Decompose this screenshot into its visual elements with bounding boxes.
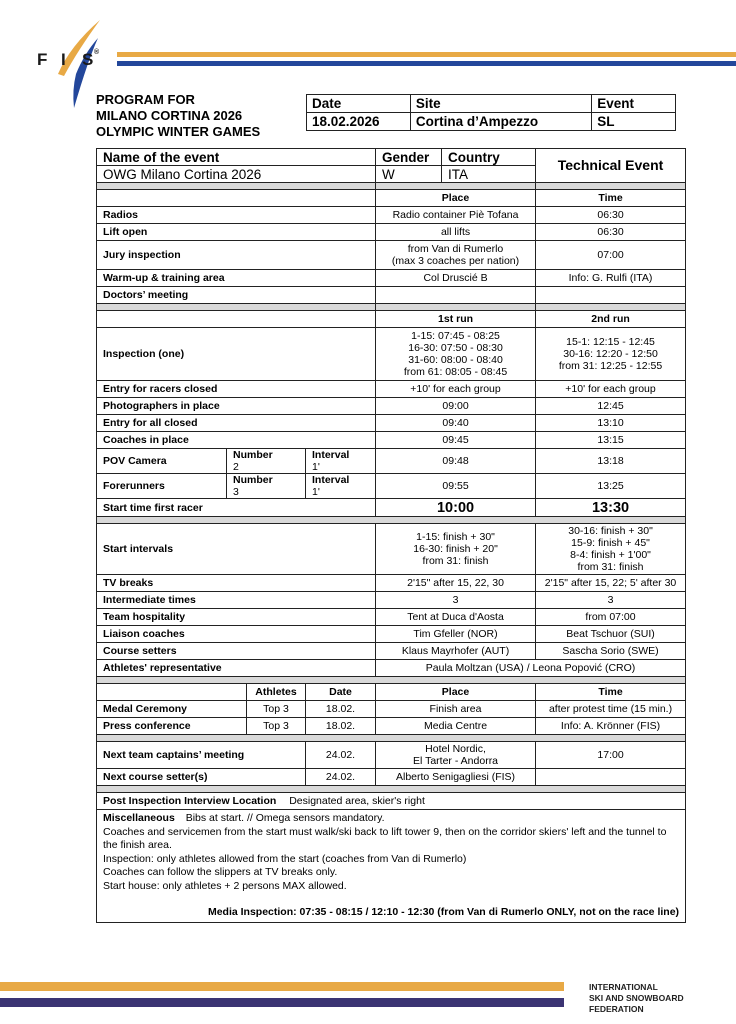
page-title xyxy=(96,92,260,140)
row-label: Athletes' representative xyxy=(97,660,376,677)
inspection-line: from 61: 08:05 - 08:45 xyxy=(403,366,508,378)
title-line-1: PROGRAM FOR xyxy=(96,92,195,107)
row-place xyxy=(376,742,536,769)
post-inspection-label: Post Inspection Interview Location xyxy=(103,795,277,807)
interval-value: 1' xyxy=(312,461,320,473)
pov-interval xyxy=(306,449,376,474)
row-time: Info: A. Krönner (FIS) xyxy=(536,718,686,735)
athletes-header: Athletes xyxy=(247,684,306,701)
row-label: Team hospitality xyxy=(97,609,376,626)
row-label: Next team captains’ meeting xyxy=(97,742,306,769)
media-inspection-note: Media Inspection: 07:35 - 08:15 / 12:10 - 12:30 (from Van di Rumerlo ONLY, not on the race line) xyxy=(207,906,680,918)
row-place: all lifts xyxy=(376,224,536,241)
row-run1: 2'15" after 15, 22, 30 xyxy=(376,575,536,592)
row-run1: Tent at Duca d'Aosta xyxy=(376,609,536,626)
row-place xyxy=(376,241,536,270)
summary-date-header: Date xyxy=(307,95,411,113)
row-label: Press conference xyxy=(97,718,247,735)
summary-table xyxy=(306,94,676,131)
table-row xyxy=(97,381,686,398)
table-row xyxy=(97,224,686,241)
row-run2: 13:18 xyxy=(536,449,686,474)
summary-event-value: SL xyxy=(592,113,676,131)
time-header: Time xyxy=(536,684,686,701)
separator xyxy=(97,183,686,190)
inspection-line: 1-15: 07:45 - 08:25 xyxy=(411,330,500,342)
row-label: POV Camera xyxy=(97,449,227,474)
misc-line: Coaches can follow the slippers at TV breaks only. xyxy=(103,866,338,878)
table-row xyxy=(97,432,686,449)
summary-date-value: 18.02.2026 xyxy=(307,113,411,131)
row-label: Forerunners xyxy=(97,474,227,499)
row-label: Photographers in place xyxy=(97,398,376,415)
pov-number xyxy=(227,449,306,474)
row-run2: from 07:00 xyxy=(536,609,686,626)
row-label: Entry for all closed xyxy=(97,415,376,432)
start-time-run1: 10:00 xyxy=(376,499,536,517)
table-row xyxy=(97,701,686,718)
intervals-run2 xyxy=(536,524,686,575)
title-line-2: MILANO CORTINA 2026 xyxy=(96,108,243,123)
row-run1: 09:45 xyxy=(376,432,536,449)
table-row xyxy=(97,575,686,592)
table-row xyxy=(97,626,686,643)
technical-event-label: Technical Event xyxy=(536,149,686,183)
summary-event-header: Event xyxy=(592,95,676,113)
federation-line: FEDERATION xyxy=(589,1004,644,1014)
row-run2: Beat Tschuor (SUI) xyxy=(536,626,686,643)
place-header: Place xyxy=(376,684,536,701)
row-time: after protest time (15 min.) xyxy=(536,701,686,718)
row-label: Inspection (one) xyxy=(97,328,376,381)
federation-line: INTERNATIONAL xyxy=(589,982,658,992)
interval-line: 1-15: finish + 30" xyxy=(416,531,495,543)
table-row xyxy=(97,474,686,499)
date-header: Date xyxy=(306,684,376,701)
title-line-3: OLYMPIC WINTER GAMES xyxy=(96,124,261,139)
logo-letter-f: F xyxy=(37,50,48,69)
logo-registered: ® xyxy=(94,49,100,56)
misc-line: Coaches and servicemen from the start must walk/ski back to lift tower 9, then on the corridor skiers' left and the tunnel to the finish area. xyxy=(103,825,667,851)
interval-label: Interval xyxy=(312,474,350,486)
row-run1: 09:00 xyxy=(376,398,536,415)
interval-line: 30-16: finish + 30" xyxy=(568,525,653,537)
interval-line: 8-4: finish + 1'00" xyxy=(570,549,651,561)
table-row xyxy=(97,660,686,677)
row-place xyxy=(376,287,536,304)
row-run1: 09:40 xyxy=(376,415,536,432)
interval-line: from 31: finish xyxy=(577,561,644,573)
separator xyxy=(97,677,686,684)
post-inspection-row xyxy=(97,793,686,810)
event-name-value: OWG Milano Cortina 2026 xyxy=(97,166,376,183)
row-label: Doctors’ meeting xyxy=(97,287,376,304)
forerunners-number xyxy=(227,474,306,499)
row-athletes: Top 3 xyxy=(247,701,306,718)
table-row xyxy=(97,207,686,224)
header-blue-bar xyxy=(117,61,736,66)
row-place: Alberto Senigagliesi (FIS) xyxy=(376,769,536,786)
inspection-line: 15-1: 12:15 - 12:45 xyxy=(566,336,655,348)
misc-row xyxy=(97,810,686,923)
row-label: Jury inspection xyxy=(97,241,376,270)
row-date: 24.02. xyxy=(306,769,376,786)
inspection-run2 xyxy=(536,328,686,381)
row-run2: Sascha Sorio (SWE) xyxy=(536,643,686,660)
run1-header: 1st run xyxy=(376,311,536,328)
athletes-representative-value: Paula Moltzan (USA) / Leona Popović (CRO) xyxy=(376,660,686,677)
table-row xyxy=(97,524,686,575)
separator xyxy=(97,786,686,793)
interval-value: 1' xyxy=(312,486,320,498)
start-time-run2: 13:30 xyxy=(536,499,686,517)
row-place: Col Druscié B xyxy=(376,270,536,287)
row-place: Radio container Piè Tofana xyxy=(376,207,536,224)
logo-letter-s: S xyxy=(82,50,94,69)
number-label: Number xyxy=(233,449,273,461)
run2-header: 2nd run xyxy=(536,311,686,328)
country-value: ITA xyxy=(442,166,536,183)
federation-name xyxy=(589,982,684,1015)
row-time xyxy=(536,769,686,786)
table-row xyxy=(97,499,686,517)
row-time: 07:00 xyxy=(536,241,686,270)
time-header: Time xyxy=(536,190,686,207)
row-date: 18.02. xyxy=(306,701,376,718)
table-row xyxy=(97,287,686,304)
interval-line: 16-30: finish + 20" xyxy=(413,543,498,555)
row-label: TV breaks xyxy=(97,575,376,592)
federation-line: SKI AND SNOWBOARD xyxy=(589,993,684,1003)
separator xyxy=(97,304,686,311)
table-row xyxy=(97,718,686,735)
row-label: Coaches in place xyxy=(97,432,376,449)
gender-value: W xyxy=(376,166,442,183)
table-row xyxy=(97,241,686,270)
row-date: 24.02. xyxy=(306,742,376,769)
row-run1: Klaus Mayrhofer (AUT) xyxy=(376,643,536,660)
table-row xyxy=(97,592,686,609)
row-place: Media Centre xyxy=(376,718,536,735)
interval-label: Interval xyxy=(312,449,350,461)
row-time xyxy=(536,287,686,304)
separator xyxy=(97,735,686,742)
table-row xyxy=(97,609,686,626)
table-row xyxy=(97,742,686,769)
place-line: Hotel Nordic, xyxy=(425,743,486,755)
inspection-run1 xyxy=(376,328,536,381)
row-run2: 12:45 xyxy=(536,398,686,415)
forerunners-interval xyxy=(306,474,376,499)
row-athletes: Top 3 xyxy=(247,718,306,735)
misc-label: Miscellaneous xyxy=(103,812,175,824)
logo-letter-i: I xyxy=(61,50,66,69)
row-place: Finish area xyxy=(376,701,536,718)
inspection-line: 16-30: 07:50 - 08:30 xyxy=(408,342,503,354)
row-date: 18.02. xyxy=(306,718,376,735)
row-time: 17:00 xyxy=(536,742,686,769)
misc-first-line: Bibs at start. // Omega sensors mandatory. xyxy=(185,812,385,824)
row-time: Info: G. Rulfi (ITA) xyxy=(536,270,686,287)
table-row xyxy=(97,328,686,381)
inspection-line: from 31: 12:25 - 12:55 xyxy=(558,360,663,372)
footer-navy-bar xyxy=(0,998,564,1007)
row-label: Course setters xyxy=(97,643,376,660)
table-row xyxy=(97,643,686,660)
number-value: 2 xyxy=(233,461,239,473)
place-line: (max 3 coaches per nation) xyxy=(391,255,520,267)
row-label: Liaison coaches xyxy=(97,626,376,643)
gender-label: Gender xyxy=(376,149,442,166)
row-run1: 09:48 xyxy=(376,449,536,474)
row-label: Next course setter(s) xyxy=(97,769,306,786)
table-row xyxy=(97,449,686,474)
country-label: Country xyxy=(442,149,536,166)
table-row xyxy=(97,398,686,415)
row-time: 06:30 xyxy=(536,207,686,224)
row-label: Start intervals xyxy=(97,524,376,575)
header-orange-bar xyxy=(117,52,736,57)
row-label: Start time first racer xyxy=(97,499,376,517)
row-run2: 13:25 xyxy=(536,474,686,499)
inspection-line: 31-60: 08:00 - 08:40 xyxy=(408,354,503,366)
number-value: 3 xyxy=(233,486,239,498)
row-run1: Tim Gfeller (NOR) xyxy=(376,626,536,643)
post-inspection-value: Designated area, skier's right xyxy=(289,795,425,807)
place-line: from Van di Rumerlo xyxy=(407,243,504,255)
row-label: Lift open xyxy=(97,224,376,241)
row-label: Radios xyxy=(97,207,376,224)
row-run2: 2'15" after 15, 22; 5' after 30 xyxy=(536,575,686,592)
summary-site-header: Site xyxy=(410,95,591,113)
separator xyxy=(97,517,686,524)
table-row xyxy=(97,270,686,287)
table-row xyxy=(97,769,686,786)
place-line: El Tarter - Andorra xyxy=(413,755,499,767)
misc-line: Start house: only athletes + 2 persons MAX allowed. xyxy=(103,879,347,892)
footer-orange-bar xyxy=(0,982,564,991)
row-run2: +10' for each group xyxy=(536,381,686,398)
row-run1: 09:55 xyxy=(376,474,536,499)
event-name-label: Name of the event xyxy=(97,149,376,166)
program-table xyxy=(96,148,686,923)
row-label: Medal Ceremony xyxy=(97,701,247,718)
row-run2: 13:10 xyxy=(536,415,686,432)
place-header: Place xyxy=(376,190,536,207)
row-run1: 3 xyxy=(376,592,536,609)
row-label: Intermediate times xyxy=(97,592,376,609)
table-row xyxy=(97,415,686,432)
number-label: Number xyxy=(233,474,273,486)
summary-site-value: Cortina d’Ampezzo xyxy=(410,113,591,131)
row-label: Warm-up & training area xyxy=(97,270,376,287)
row-run2: 13:15 xyxy=(536,432,686,449)
interval-line: from 31: finish xyxy=(422,555,489,567)
intervals-run1 xyxy=(376,524,536,575)
inspection-line: 30-16: 12:20 - 12:50 xyxy=(563,348,658,360)
row-time: 06:30 xyxy=(536,224,686,241)
row-run2: 3 xyxy=(536,592,686,609)
row-run1: +10' for each group xyxy=(376,381,536,398)
misc-line: Inspection: only athletes allowed from the start (coaches from Van di Rumerlo) xyxy=(103,852,467,865)
interval-line: 15-9: finish + 45" xyxy=(571,537,650,549)
row-label: Entry for racers closed xyxy=(97,381,376,398)
